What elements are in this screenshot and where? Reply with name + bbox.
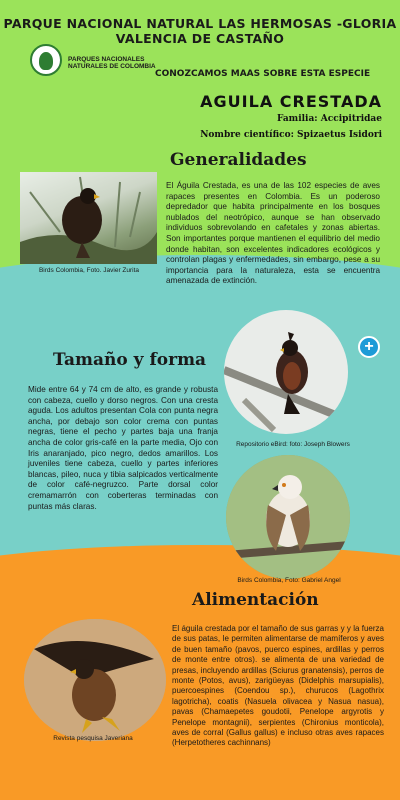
food-text: El águila crestada por el tamaño de sus garras y y la fuerza de sus patas, le permiten alimentarse de mamíferos y aves de buen tamaño (pavos, puerco espines, ardillas y perros de monte entre otros). se alimenta de una variedad de presas, incluyendo ardillas (Sciurus granatensis), perros de monte (Potos, avus), zarigüeyas (Didelphis marsupialis), puercoespines (Coendou sp.), churucos (Lagothrix lagotricha), coatis (Nasuela olivacea y Nasua nasua), pavas (Chamaepetes goudotii, Penelope argyrotis y Penelope montagnii), serpientes (Chironius monticola), aves de corral (Gallus gallus) e incluso otras aves rapaces (Herpetotheres cachinnans) [172,624,384,748]
generalidades-text: El Águila Crestada, es una de las 102 especies de aves rapaces presentes en Colombia. Es un poderoso depredador que habita principalmente en los bosques nublados del neotrópico, aunque se han observado individuos sobrevolando en cafetales y zonas abiertas. Son importantes porque mantienen el equilibrio del medio donde habitan, son excelentes indicadores ecológicos y controlan plagas y enfermedades, sin embargo, pese a su importancia para la naturaleza, esta se encuentra amenazada de extinción. [166,181,380,286]
section-heading-food: Alimentación [192,590,319,610]
scientific-name-label: Nombre científico: Spizaetus Isidori [200,130,382,140]
family-label: Familia: Accipitridae [276,114,382,124]
eagle-photo-1 [20,172,157,264]
photo-caption-1: Birds Colombia, Foto. Javier Zurita [38,267,140,274]
eagle-photo-2 [224,310,348,434]
eagle-perched-icon [20,172,157,264]
eagle-branch-icon [224,310,348,434]
add-icon[interactable]: + [358,336,380,358]
parques-logo-text: PARQUES NACIONALES NATURALES DE COLOMBIA [68,56,156,70]
eagle-flying-icon [24,619,166,741]
species-title: AGUILA CRESTADA [200,92,382,111]
parques-logo-icon [30,44,62,76]
park-title-line1: PARQUE NACIONAL NATURAL LAS HERMOSAS -GLORIA [3,16,397,31]
juvenile-eagle-icon [226,455,350,579]
photo-caption-3: Birds Colombia, Foto: Gabriel Angel [237,577,341,584]
size-text: Mide entre 64 y 74 cm de alto, es grande y robusta con cabeza, cuello y dorso negros. Con una cresta aguda. Los adultos presentan Cola con punta negra ancha, por debajo son color crema con puntas negras, tiene el pecho y partes baja una franja ancha de color gris-café en la parte media, Ojo con Iris anaranjado, pico negro, dedos amarillos. Los juveniles tiene cabeza, cuello y partes inferiores blancas, pileo, nuca y tibia salpicados verticalmente de color café-negruzco. Parte dorsal color cremamarrón con coberteras terminadas con puntas más claras. [28,385,218,511]
eagle-photo-4 [24,619,166,741]
eagle-photo-3 [226,455,350,579]
photo-caption-2: Repositorio eBird: foto: Joseph Blowers [236,441,350,448]
section-heading-size: Tamaño y forma [53,350,207,370]
parques-logo [30,44,160,84]
park-title [0,16,400,46]
photo-caption-4: Revista pesquisa Javeriana [53,735,133,742]
subtitle: CONOZCAMOS MAAS SOBRE ESTA ESPECIE [155,69,371,79]
section-heading-generalidades: Generalidades [170,150,307,170]
park-title-line2: VALENCIA DE CASTAÑO [115,31,285,46]
